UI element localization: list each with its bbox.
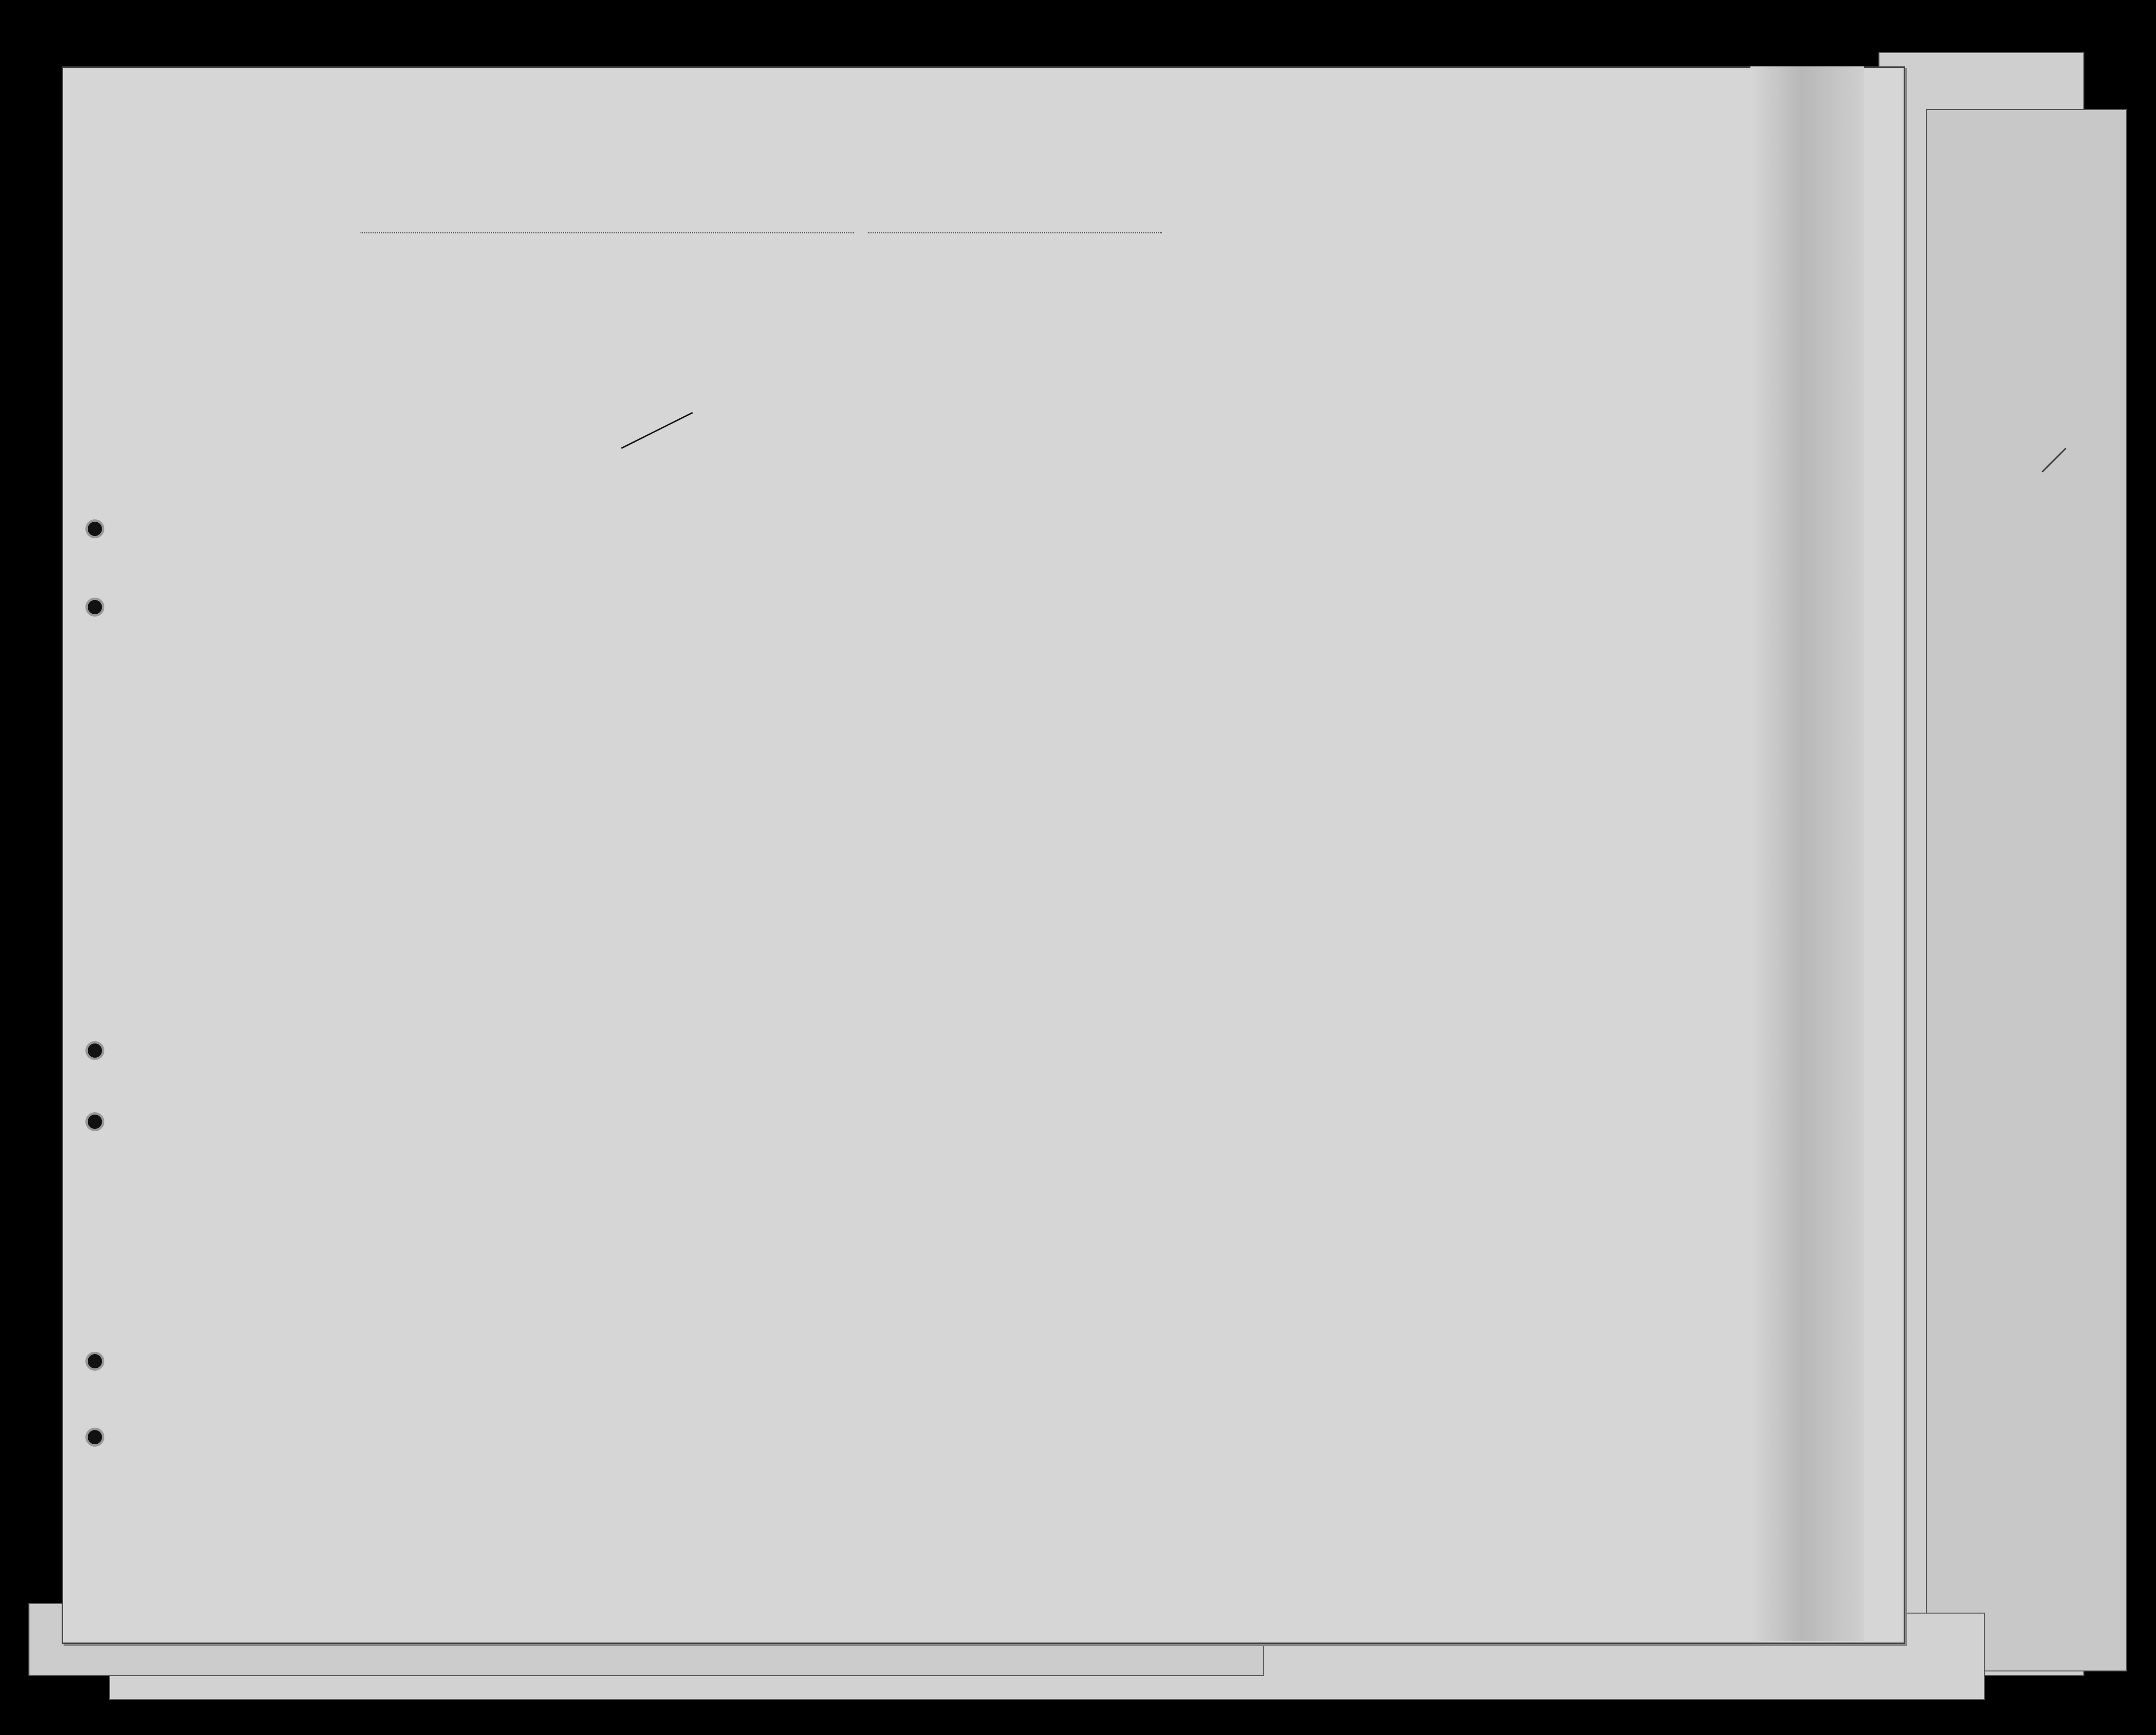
date-tick-mark: [2040, 446, 2068, 474]
binder-hole: [85, 1352, 104, 1371]
binder-hole: [85, 519, 104, 538]
check-mark: [617, 408, 702, 455]
binder-hole: [85, 598, 104, 617]
binder-hole: [85, 1428, 104, 1447]
binder-hole: [85, 1112, 104, 1131]
binder-hole: [85, 1041, 104, 1060]
